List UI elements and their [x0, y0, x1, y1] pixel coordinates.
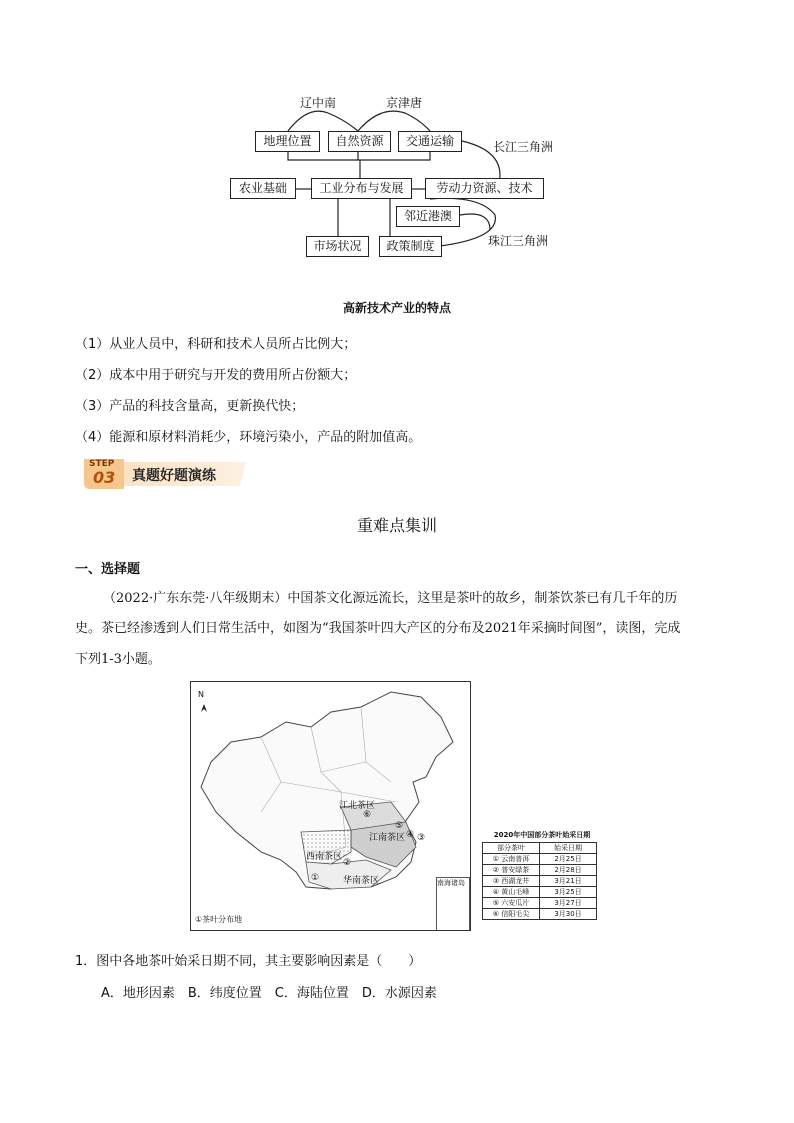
- cell-date: 2月25日: [540, 854, 597, 865]
- bracket-row1: [288, 151, 430, 160]
- marker-6: ⑥: [363, 810, 372, 820]
- cell-tea: ② 普安绿茶: [483, 865, 540, 876]
- marker-1: ①: [311, 873, 320, 883]
- marker-2: ②: [343, 858, 352, 868]
- table-row: [483, 887, 597, 898]
- north-label: N: [198, 690, 204, 699]
- hightech-title: 高新技术产业的特点: [342, 301, 451, 315]
- section-title: 重难点集训: [356, 516, 437, 535]
- diagram-connectors: [0, 0, 794, 270]
- cell-tea: ③ 西湖龙井: [483, 876, 540, 887]
- table-row: [483, 909, 597, 920]
- cell-date: 3月21日: [540, 876, 597, 887]
- label-changjiang-delta: 长江三角洲: [493, 140, 554, 154]
- cell-tea: ⑤ 六安瓜片: [483, 898, 540, 909]
- box-geo-location: 地理位置: [255, 131, 320, 152]
- label-jiangbei: 江北茶区: [339, 801, 376, 811]
- map-legend: ①茶叶分布地: [195, 915, 243, 924]
- box-transport: 交通运输: [398, 131, 462, 152]
- cell-date: 3月27日: [540, 898, 597, 909]
- label-xinan: 西南茶区: [306, 852, 343, 862]
- arc-jingjintang: [358, 111, 430, 131]
- question-1-stem: 1．图中各地茶叶始采日期不同，其主要影响因素是（ ）: [75, 954, 422, 969]
- cell-date: 3月25日: [540, 887, 597, 898]
- box-industry: 工业分布与发展: [311, 178, 412, 199]
- intro-line-2: 史。茶已经渗透到人们日常生活中，如图为“我国茶叶四大产区的分布及2021年采摘时间图”，读图，完成: [75, 621, 681, 636]
- hightech-item-3: （3）产品的科技含量高，更新换代快；: [75, 399, 305, 414]
- label-huanan: 华南茶区: [343, 876, 380, 886]
- hightech-item-4: （4）能源和原材料消耗少，环境污染小，产品的附加值高。: [75, 430, 422, 445]
- south-sea-label: 南海诸岛: [437, 879, 465, 887]
- hightech-item-2: （2）成本中用于研究与开发的费用所占份额大；: [75, 368, 357, 383]
- table-row: [483, 854, 597, 865]
- box-policy: 政策制度: [379, 236, 442, 257]
- china-tea-map: [190, 681, 471, 931]
- cell-tea: ④ 黄山毛峰: [483, 887, 540, 898]
- header-tea: 部分茶叶: [483, 843, 540, 854]
- header-date: 始采日期: [540, 843, 597, 854]
- marker-3: ③: [417, 833, 426, 843]
- question-1-options: A．地形因素 B．纬度位置 C．海陆位置 D．水源因素: [101, 986, 437, 1001]
- cell-tea: ① 云南普洱: [483, 854, 540, 865]
- table-header-row: [483, 843, 597, 854]
- box-market: 市场状况: [306, 236, 369, 257]
- marker-5: ⑤: [395, 821, 404, 831]
- question-type-heading: 一、选择题: [75, 562, 141, 577]
- table-grid: [482, 842, 597, 920]
- box-agriculture: 农业基础: [230, 178, 296, 199]
- box-natural-resources: 自然资源: [328, 131, 391, 152]
- step-title: 真题好题演练: [132, 468, 216, 484]
- label-zhujiang-delta: 珠江三角洲: [488, 234, 549, 248]
- label-jingjintang: 京津唐: [386, 96, 423, 110]
- label-jiangnan: 江南茶区: [369, 833, 406, 843]
- marker-4: ④: [406, 830, 415, 840]
- table-row: [483, 865, 597, 876]
- map-drawing: [191, 682, 471, 931]
- curve-gangao: [460, 214, 490, 230]
- step-number: 03: [93, 468, 116, 487]
- box-near-hk-macau: 邻近港澳: [396, 206, 460, 227]
- cell-date: 3月30日: [540, 909, 597, 920]
- table-row: [483, 898, 597, 909]
- cell-date: 2月28日: [540, 865, 597, 876]
- step-banner: [80, 457, 250, 493]
- table-title: 2020年中国部分茶叶始采日期: [493, 831, 591, 839]
- hightech-item-1: （1）从业人员中，科研和技术人员所占比例大；: [75, 337, 357, 352]
- label-liaozhongnan: 辽中南: [300, 96, 337, 110]
- table-row: [483, 876, 597, 887]
- intro-line-3: 下列1-3小题。: [75, 652, 161, 667]
- tea-date-table: [478, 830, 606, 920]
- cell-tea: ⑥ 信阳毛尖: [483, 909, 540, 920]
- arc-liaozhongnan: [288, 111, 358, 131]
- intro-line-1: （2022·广东东莞·八年级期末）中国茶文化源远流长，这里是茶叶的故乡，制茶饮茶已有几千年的历: [103, 591, 678, 606]
- step-word: STEP: [89, 459, 115, 469]
- box-labor-tech: 劳动力资源、技术: [425, 178, 544, 199]
